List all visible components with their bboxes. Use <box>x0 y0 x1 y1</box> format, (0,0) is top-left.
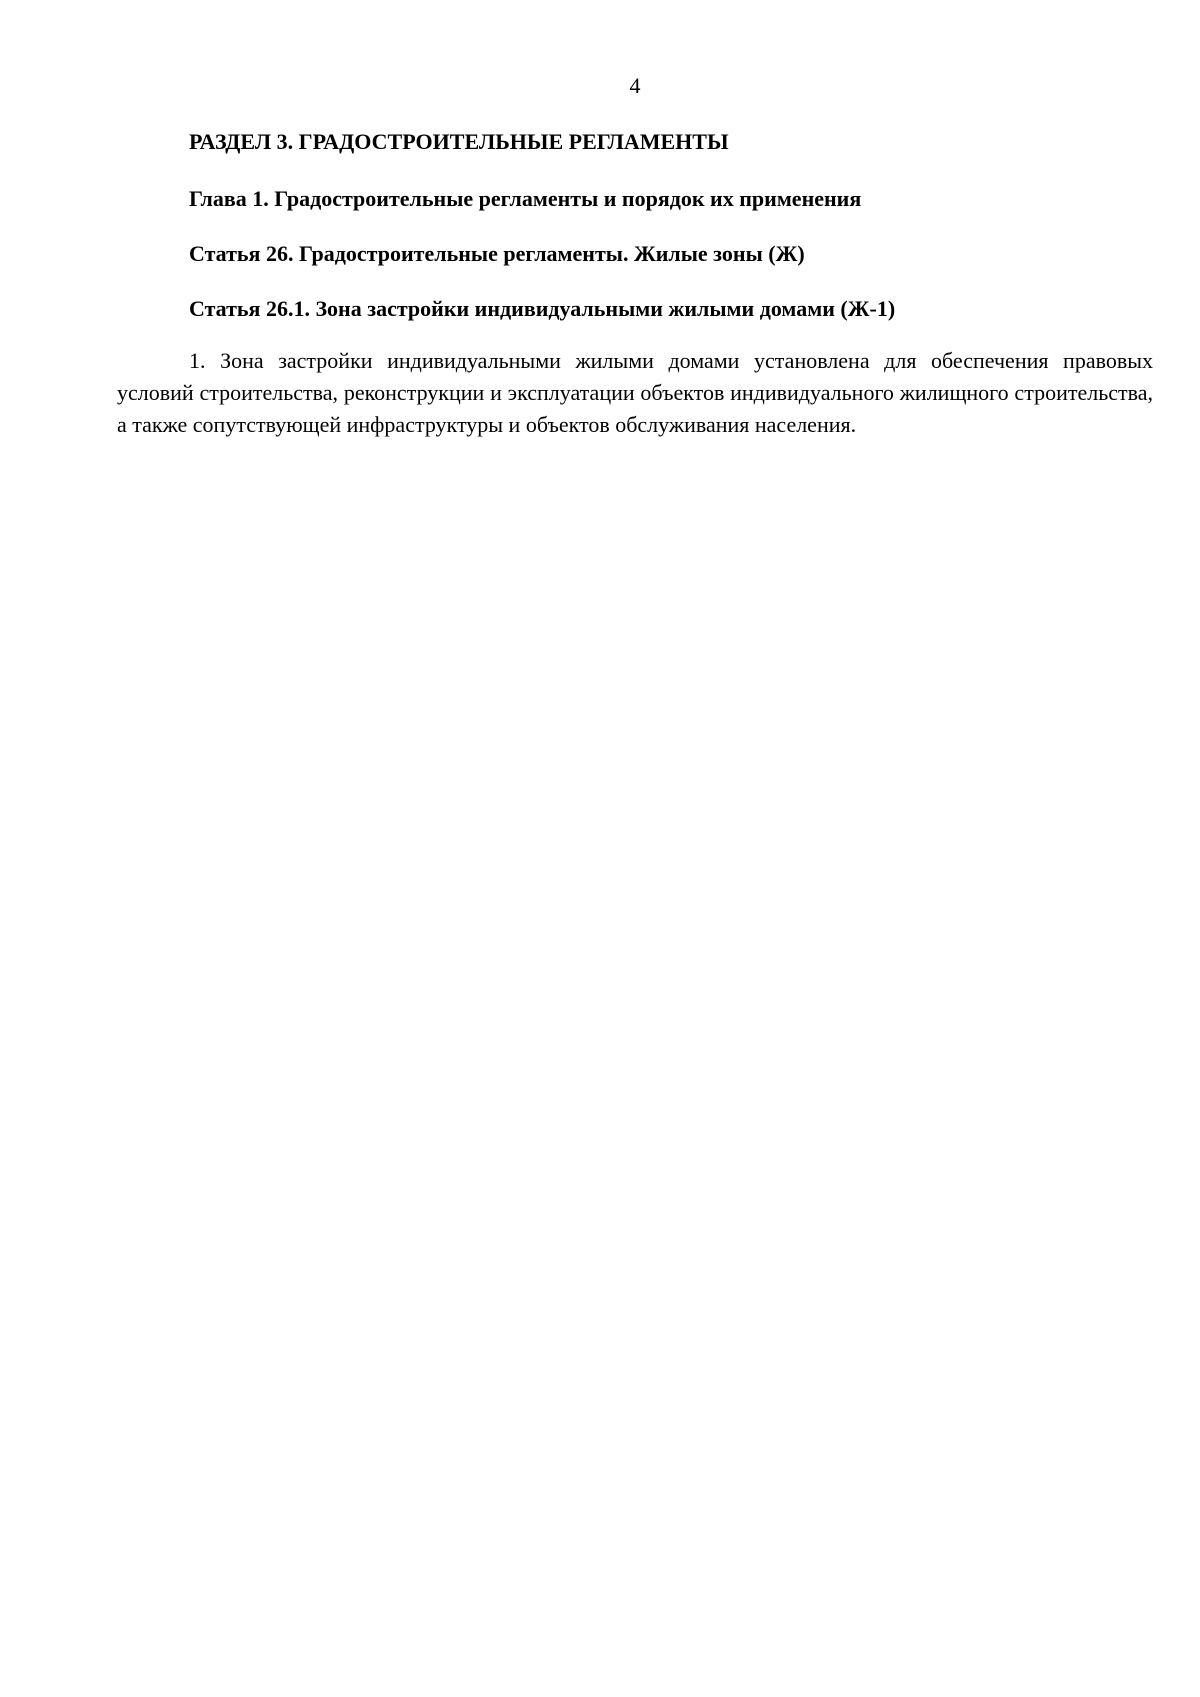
document-body <box>117 127 1153 441</box>
subarticle-heading: Статья 26.1. Зона застройки индивидуальными жилыми домами (Ж-1) <box>189 296 896 321</box>
chapter-heading: Глава 1. Градостроительные регламенты и порядок их применения <box>189 186 862 211</box>
section-heading: РАЗДЕЛ 3. ГРАДОСТРОИТЕЛЬНЫЕ РЕГЛАМЕНТЫ <box>189 129 729 154</box>
body-paragraph: 1. Зона застройки индивидуальными жилыми домами установлена для обеспечения правовых условий строительства, реконструкции и эксплуатации объектов индивидуального жилищного строительства, а также сопутствующей инфраструктуры и объектов обслуживания населения. <box>117 348 1153 437</box>
article-heading: Статья 26. Градостроительные регламенты. Жилые зоны (Ж) <box>189 241 805 266</box>
page-number: 4 <box>629 73 641 98</box>
